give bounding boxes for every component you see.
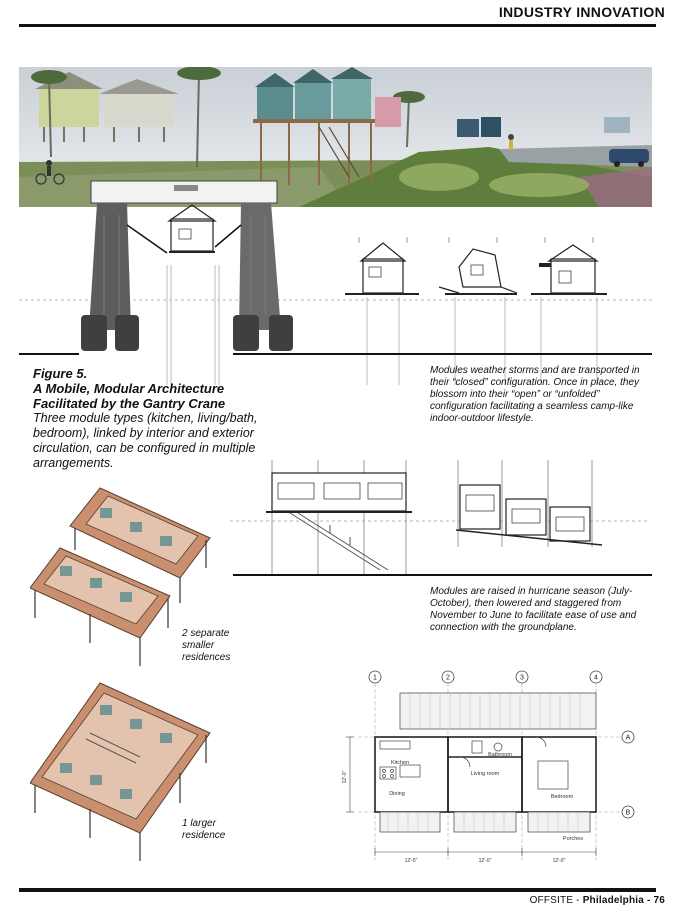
dimension-label: 12'-0": [478, 858, 492, 864]
crane-leg-right: [239, 203, 281, 330]
note-closed-config: Modules weather storms and are transported in their “closed” configuration. Once in place, they blossom into their “open” or “unfolded” configuration facilitating a seamless camp-like indoor-outdoor lifestyle.: [430, 365, 640, 424]
plan-porches: [380, 812, 590, 832]
page-footer: [530, 895, 665, 906]
plan-deck-upper: [400, 693, 596, 729]
figure-number: Figure 5.: [33, 366, 88, 381]
room-label-bedroom: Bedroom: [550, 794, 574, 800]
room-label-dining: Dining: [389, 791, 405, 797]
footer-rule: [19, 888, 656, 892]
section-rule-1b: [19, 353, 79, 355]
crane-leg-left: [89, 203, 131, 330]
raised-modules: [266, 460, 412, 575]
section-rule-1: [233, 353, 652, 355]
dimension-label: 12'-0": [552, 858, 566, 864]
crane-beam: [91, 181, 277, 203]
dimension-label-side: 12'-0": [342, 770, 348, 784]
plan-module-bedroom: [522, 737, 596, 812]
room-label-kitchen: Kitchen: [390, 760, 410, 766]
room-label-porches: Porches: [562, 836, 584, 842]
module-open: [531, 237, 607, 385]
figure-title-line: A Mobile, Modular Architecture: [33, 381, 225, 396]
dimension-label: 12'-0": [404, 858, 418, 864]
header-rule: [19, 24, 656, 27]
room-label-living: Living room: [470, 771, 500, 777]
figure-caption-title: [33, 366, 293, 411]
lowered-modules: [456, 460, 602, 547]
gantry-crane-diagram: [19, 175, 652, 390]
module-closed: [345, 237, 419, 385]
section-title: INDUSTRY INNOVATION: [498, 4, 665, 20]
floor-plan: [340, 665, 640, 870]
plan-module-kitchen: [375, 737, 448, 812]
raised-lowered-sections: [230, 455, 650, 580]
iso-label-larger: 1 larger residence: [182, 818, 226, 841]
grid-label-col: 2: [446, 674, 450, 682]
publication-name: OFFSITE -: [529, 895, 583, 906]
figure-caption-body: Three module types (kitchen, living/bath, bedroom), linked by interior and exterior circulation, can be configured in multiple arrangements.: [33, 411, 258, 470]
grid-label-col: 4: [594, 674, 598, 682]
figure-title-line: Facilitated by the Gantry Crane: [33, 396, 226, 411]
grid-label-row: B: [625, 809, 631, 817]
grid-label-col: 1: [373, 674, 377, 682]
suspended-module: [169, 205, 215, 252]
iso-module-lower: [30, 548, 170, 666]
note-raised: Modules are raised in hurricane season (July-October), then lowered and staggered from November to June to facilitate ease of use and connection with the groundplane.: [430, 586, 637, 633]
grid-label-row: A: [625, 734, 631, 742]
module-unfolding: [439, 237, 517, 385]
room-label-bathroom: Bathroom: [488, 752, 512, 758]
page-number: Philadelphia - 76: [582, 895, 665, 906]
section-rule-2: [233, 574, 652, 576]
grid-label-col: 3: [520, 674, 524, 682]
iso-label-separate: 2 separate smaller residences: [182, 628, 231, 663]
